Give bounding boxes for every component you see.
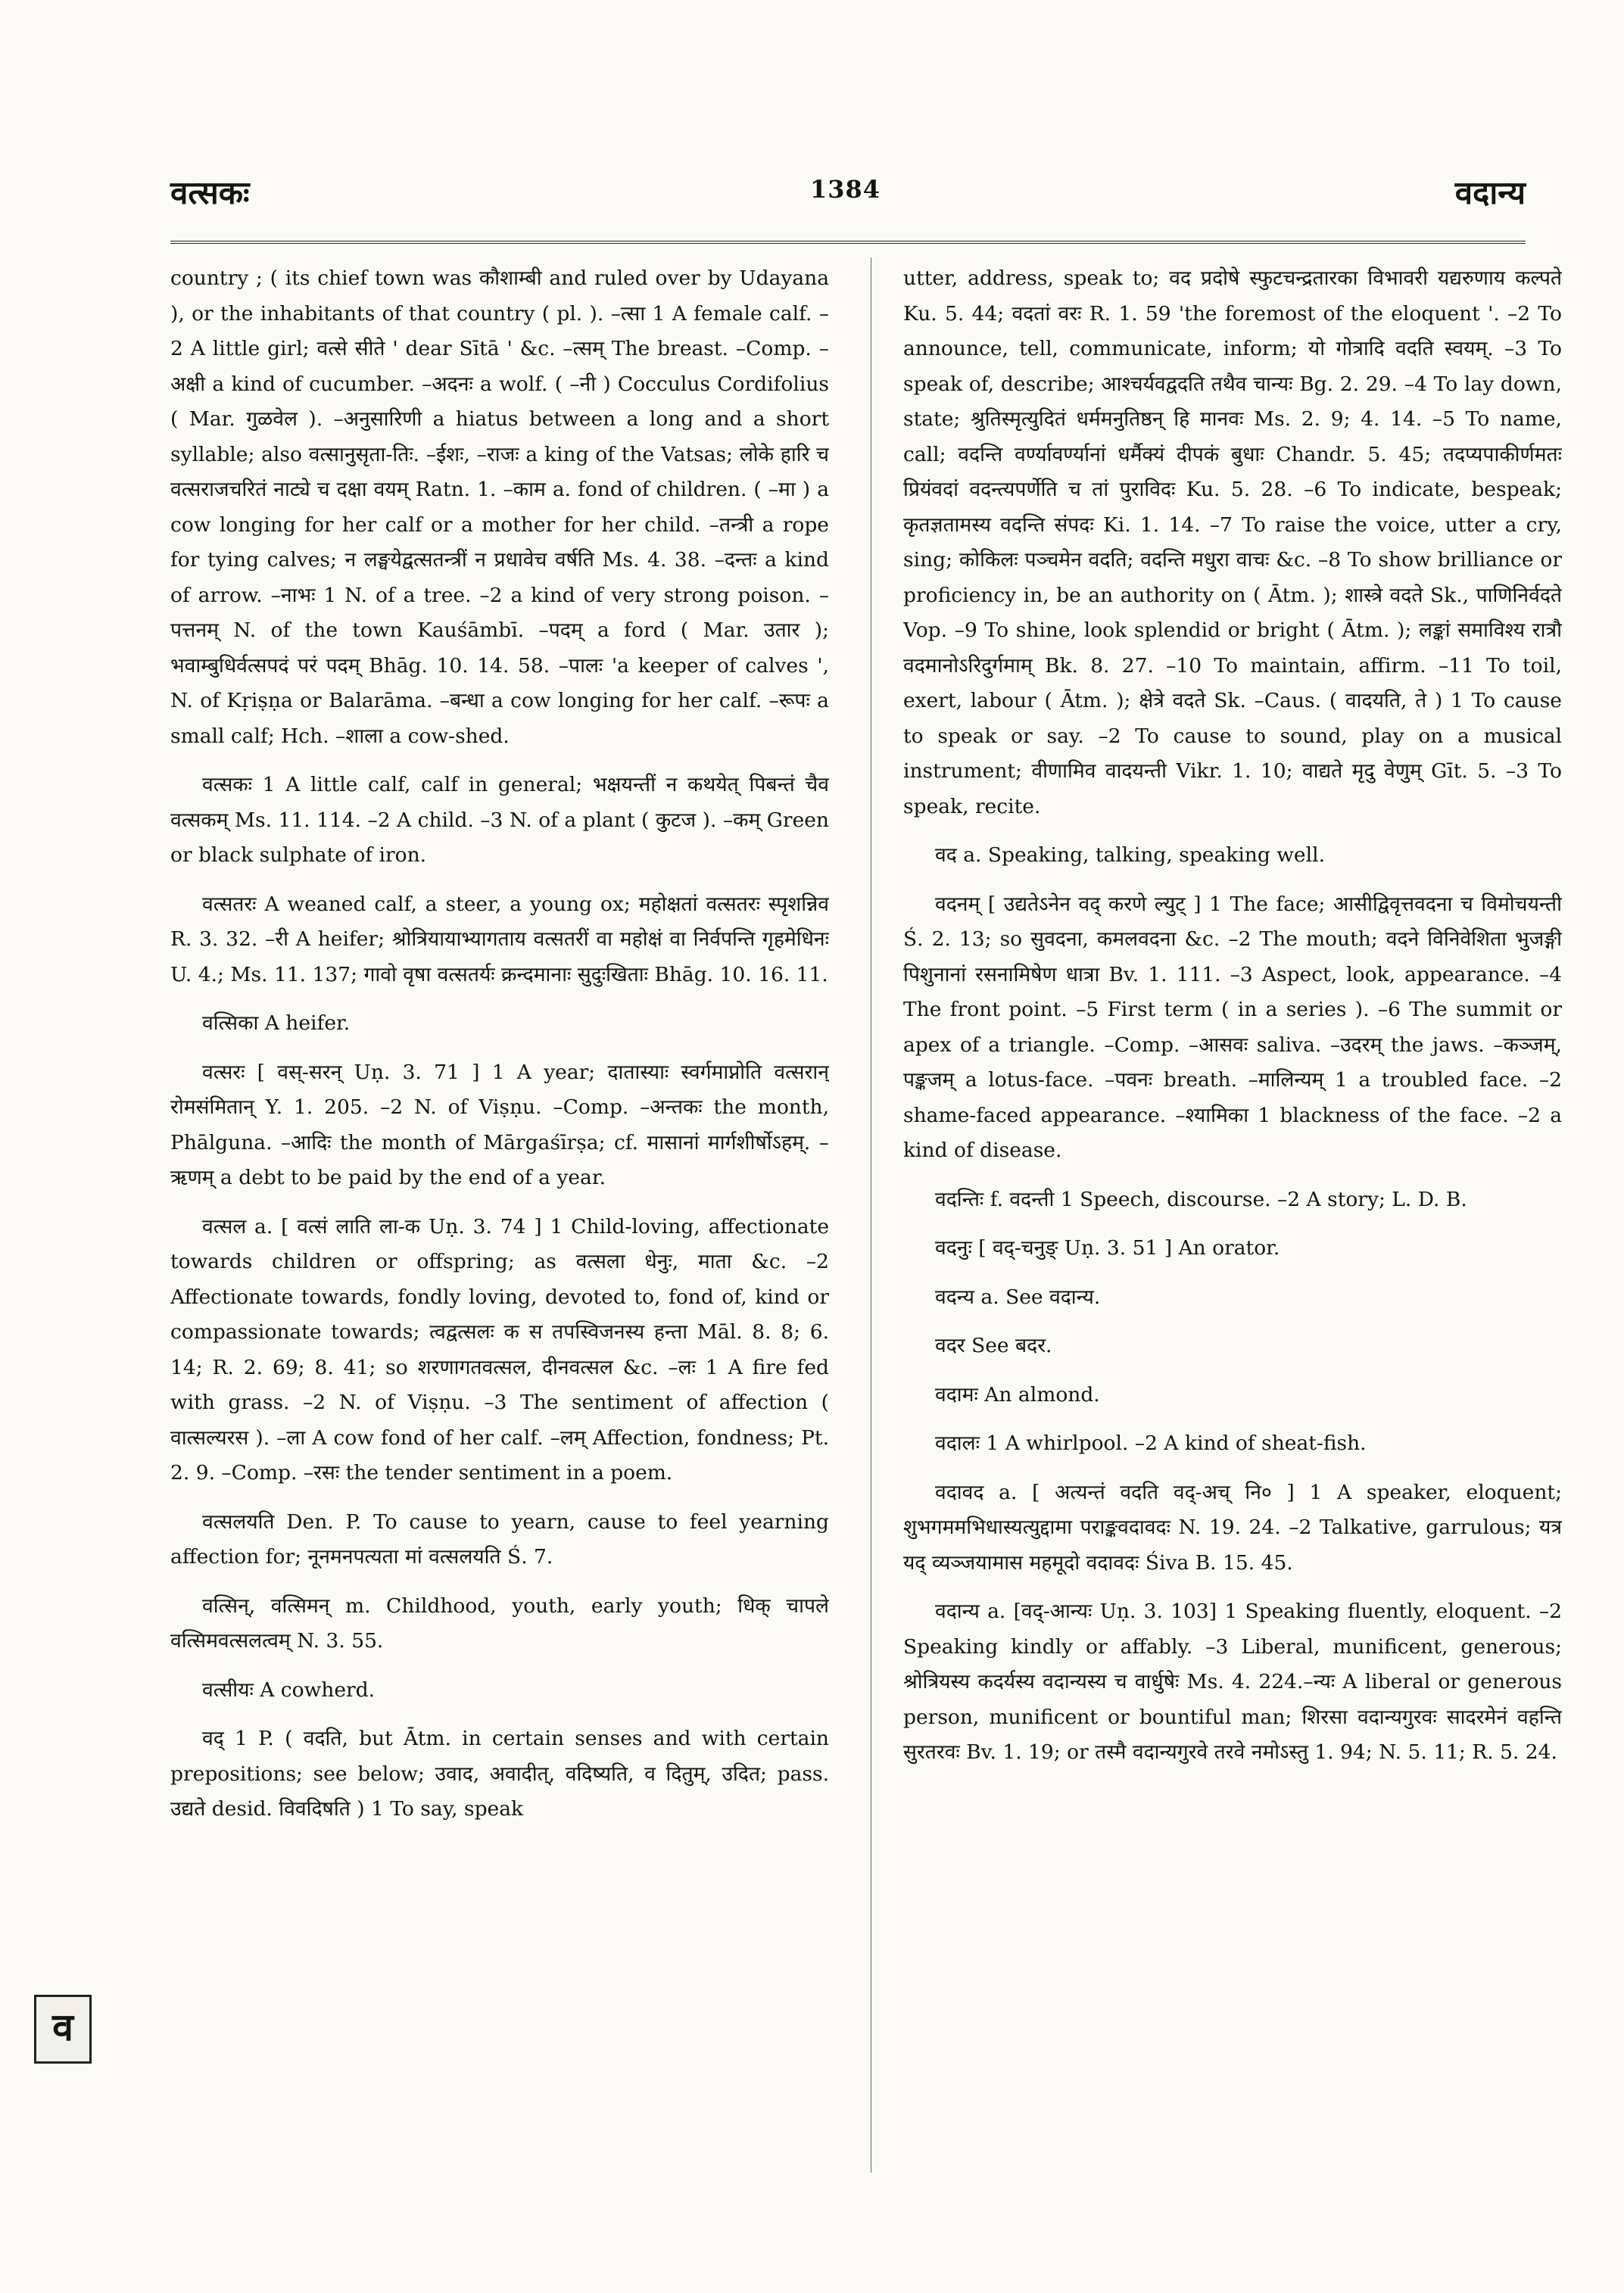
right-column (903, 261, 1562, 2199)
thumb-index-tab: व (34, 1995, 92, 2064)
entry-vatsarah: वत्सरः [ वस्-सरन् Uṇ. 3. 71 ] 1 A year; दातास्याः स्वर्गमाप्नोति वत्सरान् रोमसंमितान् Y. 1. 205. –2 N. of Viṣṇu. –Comp. –अन्तकः the month, Phālguna. –आदिः the month of Mārgaśīrṣa; cf. मासानां मार्गशीर्षोऽहम्. –ऋणम् a debt to be paid by the end of a year. (170, 1060, 829, 1189)
entry-vatsala: वत्सल a. [ वत्सं लाति ला-क Uṇ. 3. 74 ] 1 Child-loving, affectionate towards children or offspring; as वत्सला धेनुः, माता &c. –2 Affectionate towards, fondly loving, devoted to, fond of, kind or compassionate towards; त्वद्वत्सलः क स तपस्विजनस्य हन्ता Māl. 8. 8; 6. 14; R. 2. 69; 8. 41; so शरणागतवत्सल, दीनवत्सल &c. –लः 1 A fire fed with grass. –2 N. of Viṣṇu. –3 The sentiment of affection ( वात्सल्यरस ). –ला A cow fond of her calf. –लम् Affection, fondness; Pt. 2. 9. –Comp. –रसः the tender sentiment in a poem. (170, 1214, 829, 1485)
entry-vadara: वदर See बदर. (935, 1334, 1052, 1357)
entry-vadanuh: वदनुः [ वद्-चनुङ् Uṇ. 3. 51 ] An orator. (935, 1236, 1280, 1260)
right-running-headword: वदान्य (1454, 174, 1526, 211)
entry-vad-continuation: utter, address, speak to; वद प्रदोषे स्फुटचन्द्रतारका विभावरी यद्यरुणाय कल्पते Ku. 5. 44; वदतां वरः R. 1. 59 'the foremost of the eloquent '. –2 To announce, tell, communicate, inform; यो गोत्रादि वदति स्वयम्. –3 To speak of, describe; आश्चर्यवद्वदति तथैव चान्यः Bg. 2. 29. –4 To lay down, state; श्रुतिस्मृत्युदितं धर्ममनुतिष्ठन् हि मानवः Ms. 2. 9; 4. 14. –5 To name, call; वदन्ति वर्ण्यावर्ण्यानां धर्मैक्यं दीपकं बुधाः Chandr. 5. 45; तदप्यपाकीर्णमतः प्रियंवदां वदन्त्यपर्णेति च तां पुराविदः Ku. 5. 28. –6 To indicate, bespeak; कृतज्ञतामस्य वदन्ति संपदः Ki. 1. 14. –7 To raise the voice, utter a cry, sing; कोकिलः पञ्चमेन वदति; वदन्ति मधुरा वाचः &c. –8 To show brilliance or proficiency in, be an authority on ( Ātm. ); शास्त्रे वदते Sk., पाणिनिर्वदते Vop. –9 To shine, look splendid or bright ( Ātm. ); लङ्कां समाविश्य रात्रौ वदमानोऽरिदुर्गमाम् Bk. 8. 27. –10 To maintain, affirm. –11 To toil, exert, labour ( Ātm. ); क्षेत्रे वदते Sk. –Caus. ( वादयति, ते ) 1 To cause to speak or say. –2 To cause to sound, play on a musical instrument; वीणामिव वादयन्ती Vikr. 1. 10; वाद्यते मृदु वेणुम् Gīt. 5. –3 To speak, recite. (903, 266, 1562, 818)
entry-vad: वद् 1 P. ( वदति, but Ātm. in certain senses and with certain prepositions; see below; उवाद, अवादीत्, वदिष्यति, व दितुम्, उदित; pass. उद्यते desid. विवदिषति ) 1 To say, speak (170, 1727, 829, 1821)
entry-continuation: country ; ( its chief town was कौशाम्बी and ruled over by Udayana ), or the inhabitants of that country ( pl. ). –त्सा 1 A female calf. –2 A little girl; वत्से सीते ' dear Sītā ' &c. –त्सम् The breast. –Comp. –अक्षी a kind of cucumber. –अदनः a wolf. ( –नी ) Cocculus Cordifolius ( Mar. गुळवेल ). –अनुसारिणी a hiatus between a long and a short syllable; also वत्सानुसृता-तिः. –ईशः, –राजः a king of the Vatsas; लोके हारि च वत्सराजचरितं नाट्ये च दक्षा वयम् Ratn. 1. –काम a. fond of children. ( –मा ) a cow longing for her calf or a mother for her child. –तन्त्री a rope for tying calves; न लङ्घयेद्वत्सतन्त्रीं न प्रधावेच वर्षति Ms. 4. 38. –दन्तः a kind of arrow. –नाभः 1 N. of a tree. –2 a kind of very strong poison. –पत्तनम् N. of the town Kauśāmbī. –पदम् a ford ( Mar. उतार ); भवाम्बुधिर्वत्सपदं परं पदम् Bhāg. 10. 14. 58. –पालः 'a keeper of calves ', N. of Kṛiṣṇa or Balarāma. –बन्धा a cow longing for her calf. –रूपः a small calf; Hch. –शाला a cow-shed. (170, 266, 829, 748)
entry-vatsalayati: वत्सलयति Den. P. To cause to yearn, cause to feel yearning affection for; नूनमनपत्यता मां वत्सलयति Ś. 7. (170, 1509, 829, 1569)
entry-vadanam: वदनम् [ उद्यतेऽनेन वद् करणे ल्युट् ] 1 The face; आसीद्विवृत्तवदना च विमोचयन्ती Ś. 2. 13; so सुवदना, कमलवदना &c. –2 The mouth; वदने विनिवेशिता भुजङ्गी पिशुनानां रसनामिषेण धात्रा Bv. 1. 111. –3 Aspect, look, appearance. –4 The front point. –5 First term ( in a series ). –6 The summit or apex of a triangle. –Comp. –आसवः saliva. –उदरम् the jaws. –कञ्जम्, पङ्कजम् a lotus-face. –पवनः breath. –मालिन्यम् 1 a troubled face. –2 shame-faced appearance. –श्यामिका 1 blackness of the face. –2 a kind of disease. (903, 892, 1562, 1162)
entry-vatsakah: वत्सकः 1 A little calf, calf in general; भक्षयन्तीं न कथयेत् पिबन्तं चैव वत्सकम् Ms. 11. 114. –2 A child. –3 N. of a plant ( कुटज ). –कम् Green or black sulphate of iron. (170, 773, 829, 867)
entry-vatsin: वत्सिन्, वत्सिमन् m. Childhood, youth, early youth; धिक् चापले वत्सिमवत्सलत्वम् N. 3. 55. (170, 1594, 829, 1653)
entry-vatsika: वत्सिका A heifer. (202, 1011, 351, 1035)
entry-vadanya-see: वदन्य a. See वदान्य. (935, 1285, 1101, 1309)
entry-vada: वद a. Speaking, talking, speaking well. (935, 843, 1325, 867)
entry-vadalah: वदालः 1 A whirlpool. –2 A kind of sheat-fish. (935, 1432, 1367, 1455)
header-rule (170, 241, 1526, 244)
entry-vadantih: वदन्तिः f. वदन्ती 1 Speech, discourse. –2 A story; L. D. B. (935, 1187, 1467, 1211)
left-running-headword: वत्सकः (170, 174, 250, 211)
entry-vatsatarah: वत्सतरः A weaned calf, a steer, a young ox; महोक्षतां वत्सतरः स्पृशन्निव R. 3. 32. –री A heifer; श्रोत्रियायाभ्यागताय वत्सतरीं वा महोक्षं वा निर्वपन्ति गृहमेधिनः U. 4.; Ms. 11. 137; गावो वृषा वत्सतर्यः क्रन्दमानाः सुदुःखिताः Bhāg. 10. 16. 11. (170, 892, 829, 986)
left-column (170, 261, 829, 2199)
page-number: 1384 (810, 175, 881, 204)
entry-vadavada: वदावद a. [ अत्यन्तं वदति वद्-अच् नि० ] 1 A speaker, eloquent; शुभगममभिधास्यत्युद्दामा पराङ्कवदावदः N. 19. 24. –2 Talkative, garrulous; यत्र यद् व्यञ्जयामास महमूदो वदावदः Śiva B. 15. 45. (903, 1480, 1562, 1575)
entry-vatsiyah: वत्सीयः A cowherd. (202, 1678, 376, 1702)
entry-vadanya: वदान्य a. [वद्-आन्यः Uṇ. 3. 103] 1 Speaking fluently, eloquent. –2 Speaking kindly or affably. –3 Liberal, munificent, generous; श्रोत्रियस्य कदर्यस्य वदान्यस्य च वार्धुषेः Ms. 4. 224.–न्यः A liberal or generous person, munificent or bountiful man; शिरसा वदान्यगुरवः सादरमेनं वहन्ति सुरतरवः Bv. 1. 19; or तस्मै वदान्यगुरवे तरवे नमोऽस्तु 1. 94; N. 5. 11; R. 5. 24. (903, 1600, 1562, 1764)
page-header (170, 170, 1526, 223)
entry-vadamah: वदामः An almond. (935, 1382, 1100, 1407)
